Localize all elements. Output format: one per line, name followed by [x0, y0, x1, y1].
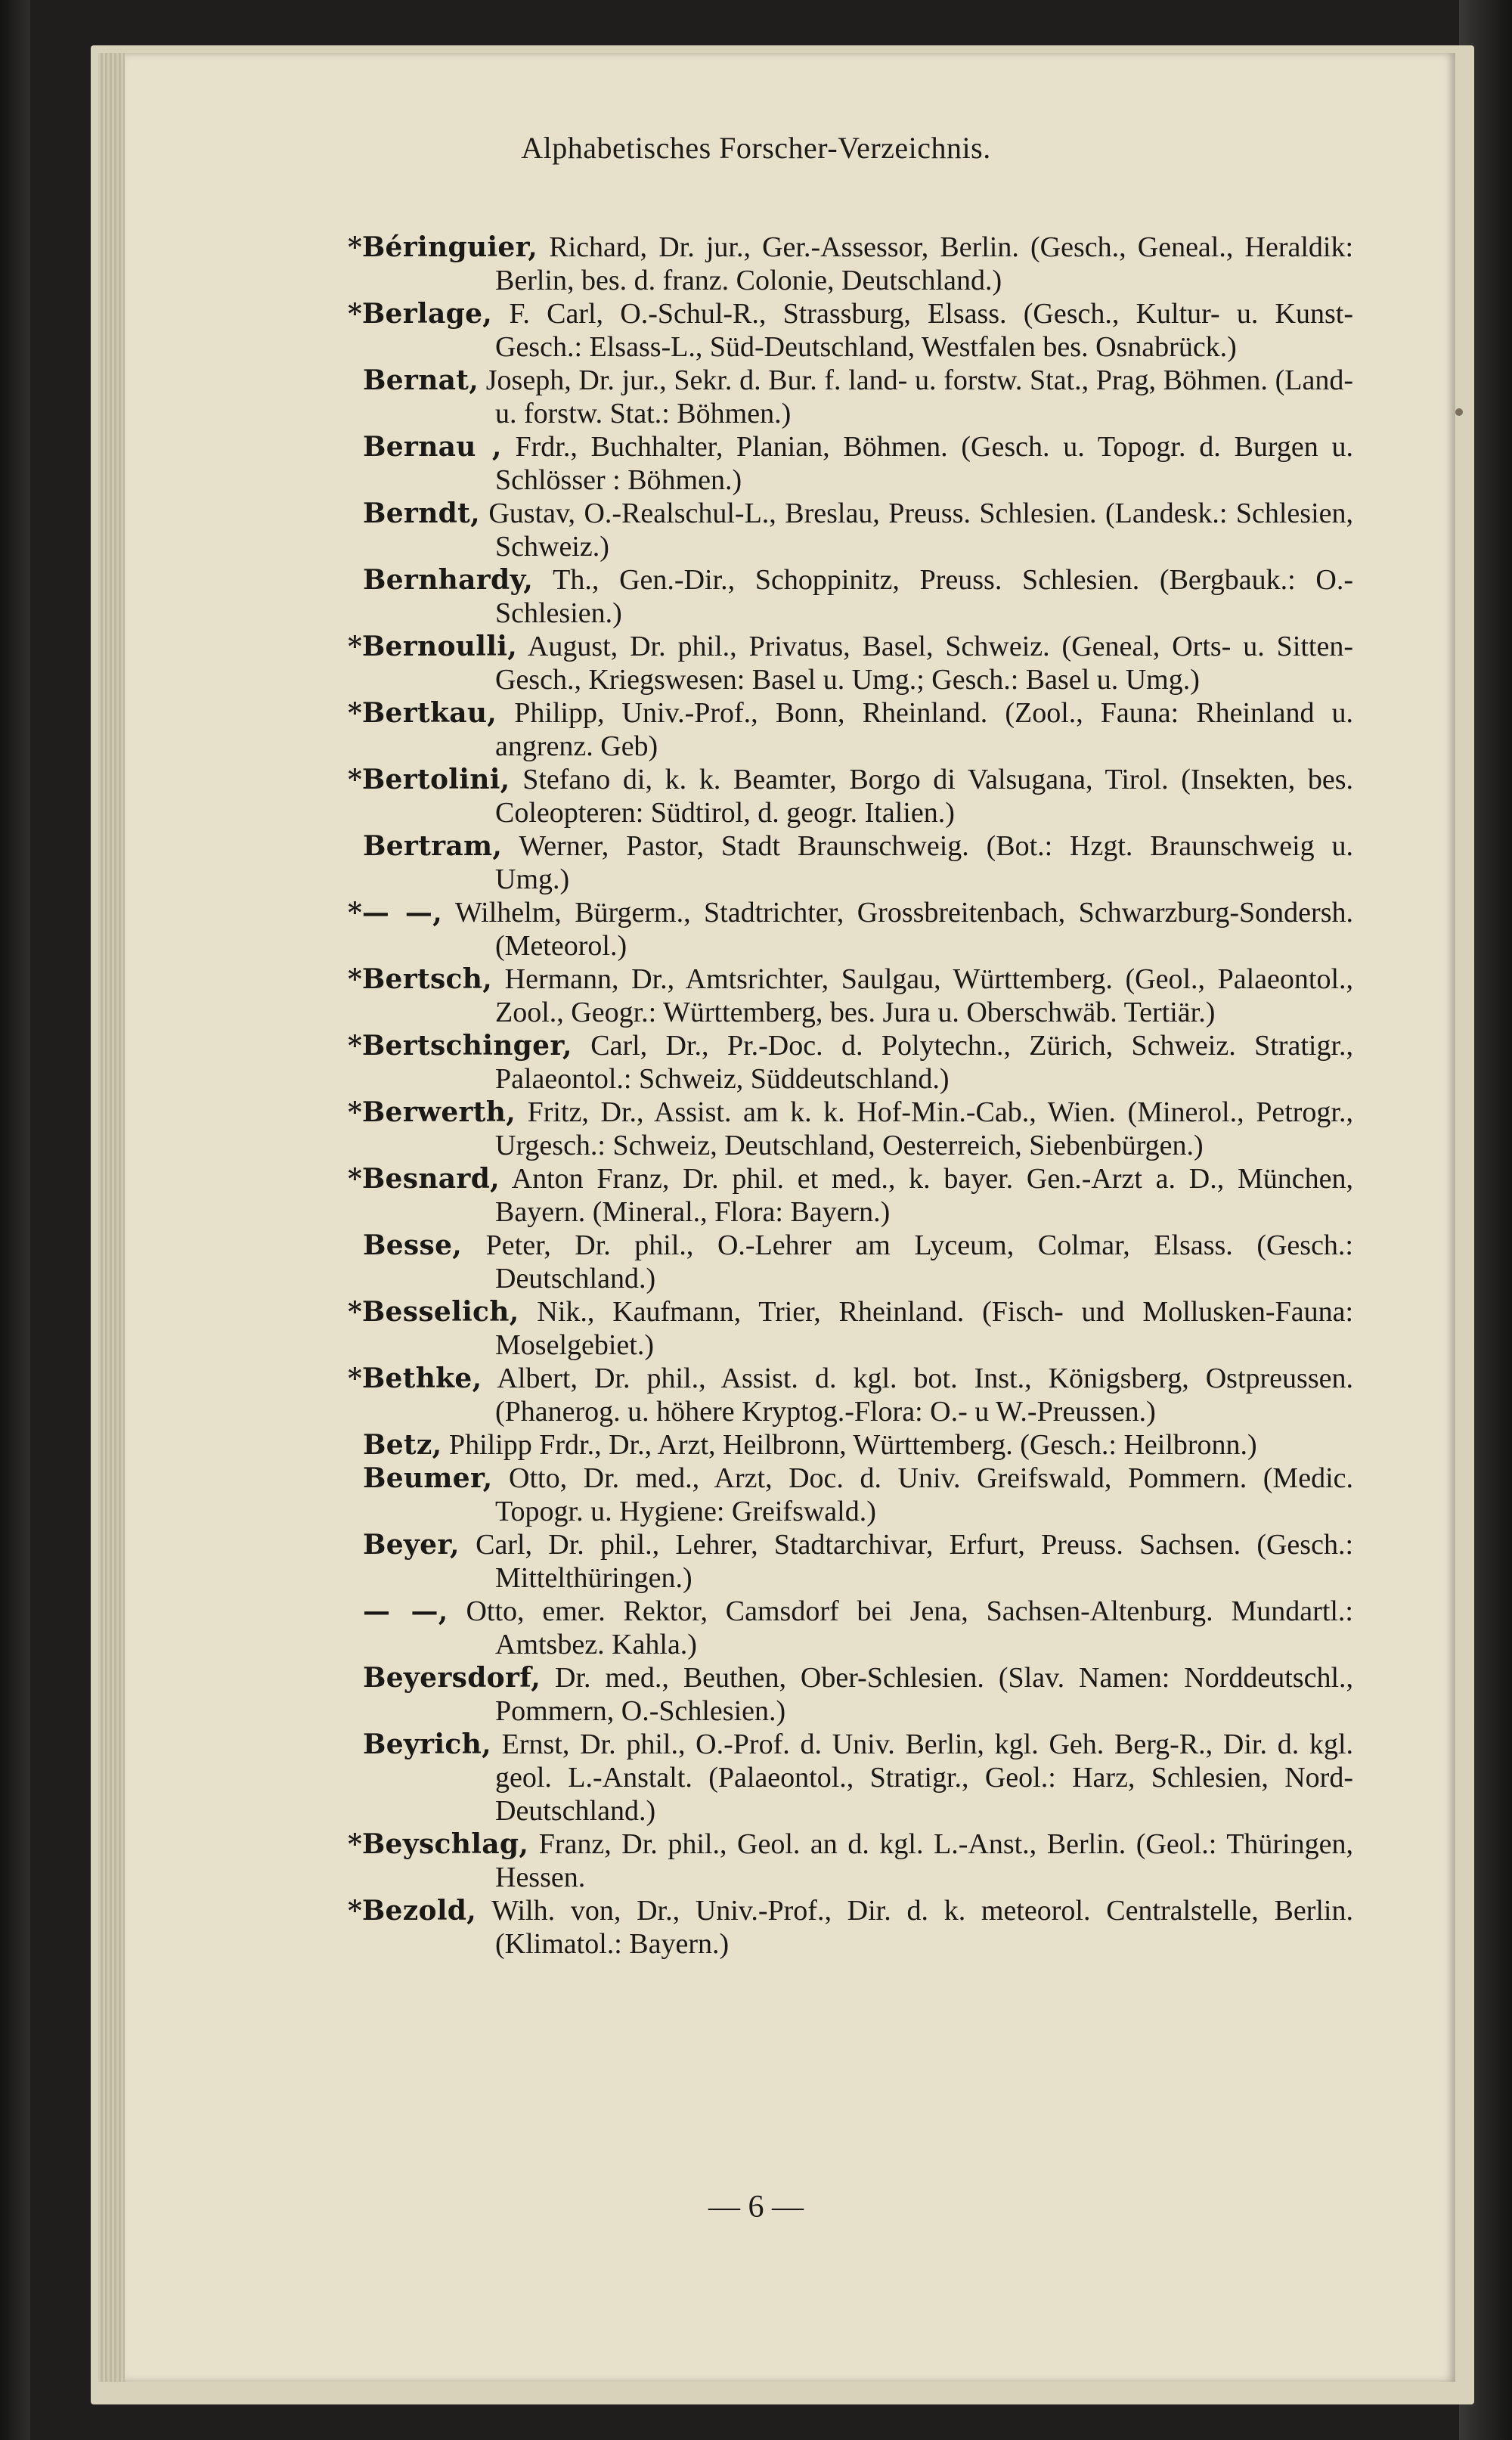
entry-surname: Besselich,: [361, 1296, 519, 1328]
entry-surname: Besse,: [363, 1229, 463, 1261]
directory-entry: [348, 1528, 1353, 1595]
entry-details: Richard, Dr. jur., Ger.-Assessor, Berlin. (Gesch., Geneal., Heraldik: Berlin, bes. d. franz. Colonie, Deutschland.): [495, 231, 1354, 296]
entry-details: Stefano di, k. k. Beamter, Borgo di Valsugana, Tirol. (Insekten, bes. Coleopteren: Südtirol, d. geogr. Italien.): [495, 764, 1354, 829]
directory-entry: [348, 563, 1353, 630]
directory-entry: [348, 231, 1353, 297]
directory-entry: [348, 497, 1353, 563]
directory-entry: [348, 1229, 1353, 1295]
entry-list: [348, 231, 1353, 1961]
entry-details: Peter, Dr. phil., O.-Lehrer am Lyceum, Colmar, Elsass. (Gesch.: Deutschland.): [485, 1229, 1353, 1294]
entry-details: Nik., Kaufmann, Trier, Rheinland. (Fisch- und Mollusken-Fauna: Moselgebiet.): [495, 1296, 1353, 1361]
directory-entry: [348, 1828, 1353, 1894]
directory-entry: [348, 1362, 1353, 1428]
directory-entry: [348, 1295, 1353, 1362]
entry-surname: Beyersdorf,: [363, 1662, 541, 1694]
entry-surname: Bernau ,: [363, 431, 502, 463]
cover-left-edge: [0, 0, 30, 2440]
entry-details: Philipp Frdr., Dr., Arzt, Heilbronn, Württemberg. (Gesch.: Heilbronn.): [448, 1429, 1257, 1461]
page-edges: [98, 53, 129, 2382]
asterisk-mark: *: [348, 1030, 362, 1062]
directory-entry: [348, 1162, 1353, 1229]
entry-details: Frdr., Buchhalter, Planian, Böhmen. (Gesch. u. Topogr. d. Burgen u. Schlösser : Böhmen.): [495, 431, 1353, 496]
asterisk-mark: *: [348, 897, 362, 929]
entry-surname: — —,: [363, 1595, 448, 1627]
asterisk-mark: *: [348, 1828, 362, 1860]
entry-surname: Béringuier,: [361, 231, 538, 263]
entry-details: Otto, Dr. med., Arzt, Doc. d. Univ. Greifswald, Pommern. (Medic. Topogr. u. Hygiene: Greifswald.): [495, 1462, 1354, 1527]
paper-spot: [1455, 408, 1463, 416]
directory-entry: [348, 963, 1353, 1029]
directory-entry: [348, 364, 1353, 430]
entry-surname: — —,: [361, 897, 443, 929]
asterisk-mark: *: [348, 1096, 362, 1128]
asterisk-mark: *: [348, 963, 362, 995]
entry-surname: Betz,: [363, 1429, 442, 1461]
directory-entry: [348, 1595, 1353, 1661]
directory-entry: [348, 430, 1353, 497]
entry-details: Dr. med., Beuthen, Ober-Schlesien. (Slav. Namen: Norddeutschl., Pommern, O.-Schlesien.): [495, 1662, 1354, 1727]
directory-entry: [348, 297, 1353, 364]
entry-surname: Bertsch,: [361, 963, 493, 995]
entry-surname: Bernoulli,: [361, 631, 518, 662]
entry-details: August, Dr. phil., Privatus, Basel, Schweiz. (Geneal, Orts- u. Sitten-Gesch., Kriegswesen: Basel u. Umg.; Gesch.: Basel u. Umg.): [495, 631, 1354, 696]
entry-details: Ernst, Dr. phil., O.-Prof. d. Univ. Berlin, kgl. Geh. Berg-R., Dir. d. kgl. geol. L.-Anstalt. (Palaeontol., Stratigr., Geol.: Harz, Schlesien, Nord-Deutschland.): [495, 1728, 1353, 1827]
entry-details: Franz, Dr. phil., Geol. an d. kgl. L.-Anst., Berlin. (Geol.: Thüringen, Hessen.: [495, 1828, 1354, 1893]
entry-surname: Bernhardy,: [363, 564, 534, 596]
directory-entry: [348, 1096, 1353, 1162]
entry-details: Wilh. von, Dr., Univ.-Prof., Dir. d. k. meteorol. Centralstelle, Berlin. (Klimatol.: Bayern.): [491, 1895, 1353, 1960]
entry-details: Otto, emer. Rektor, Camsdorf bei Jena, Sachsen-Altenburg. Mundartl.: Amtsbez. Kahla.): [466, 1595, 1353, 1660]
entry-surname: Berndt,: [363, 498, 480, 529]
entry-details: Carl, Dr. phil., Lehrer, Stadtarchivar, Erfurt, Preuss. Sachsen. (Gesch.: Mittelthüringen.): [476, 1529, 1353, 1594]
directory-entry: [348, 1029, 1353, 1096]
asterisk-mark: *: [348, 1296, 362, 1328]
entry-surname: Bertschinger,: [361, 1030, 572, 1062]
entry-details: Joseph, Dr. jur., Sekr. d. Bur. f. land- u. forstw. Stat., Prag, Böhmen. (Land- u. forstw. Stat.: Böhmen.): [485, 364, 1353, 429]
entry-details: Th., Gen.-Dir., Schoppinitz, Preuss. Schlesien. (Bergbauk.: O.-Schlesien.): [495, 564, 1353, 629]
directory-entry: [348, 696, 1353, 763]
entry-surname: Bezold,: [361, 1895, 477, 1927]
entry-details: Albert, Dr. phil., Assist. d. kgl. bot. Inst., Königsberg, Ostpreussen. (Phanerog. u. höhere Kryptog.-Flora: O.- u W.-Preussen.): [495, 1363, 1353, 1428]
directory-entry: [348, 630, 1353, 696]
running-head: Alphabetisches Forscher-Verzeichnis.: [521, 131, 991, 165]
directory-entry: [348, 763, 1353, 829]
entry-surname: Bertkau,: [361, 697, 497, 729]
asterisk-mark: *: [348, 631, 362, 662]
directory-entry: [348, 1462, 1353, 1528]
asterisk-mark: *: [348, 231, 362, 263]
entry-details: Carl, Dr., Pr.-Doc. d. Polytechn., Zürich, Schweiz. Stratigr., Palaeontol.: Schweiz, Süddeutschland.): [495, 1030, 1354, 1095]
entry-surname: Bethke,: [361, 1363, 482, 1394]
entry-details: Philipp, Univ.-Prof., Bonn, Rheinland. (Zool., Fauna: Rheinland u. angrenz. Geb): [495, 697, 1354, 762]
entry-surname: Besnard,: [361, 1163, 500, 1195]
directory-entry: [348, 1661, 1353, 1728]
asterisk-mark: *: [348, 1163, 362, 1195]
asterisk-mark: *: [348, 697, 362, 729]
entry-details: Werner, Pastor, Stadt Braunschweig. (Bot.: Hzgt. Braunschweig u. Umg.): [495, 830, 1353, 895]
asterisk-mark: *: [348, 298, 362, 330]
entry-details: Anton Franz, Dr. phil. et med., k. bayer. Gen.-Arzt a. D., München, Bayern. (Mineral., Flora: Bayern.): [495, 1163, 1353, 1228]
entry-details: Hermann, Dr., Amtsrichter, Saulgau, Württemberg. (Geol., Palaeontol., Zool., Geogr.: Württemberg, bes. Jura u. Oberschwäb. Tertiär.): [495, 963, 1354, 1028]
entry-details: Fritz, Dr., Assist. am k. k. Hof-Min.-Cab., Wien. (Minerol., Petrogr., Urgesch.: Schweiz, Deutschland, Oesterreich, Siebenbürgen.): [495, 1096, 1353, 1161]
directory-entry: [348, 1728, 1353, 1828]
directory-entry: [348, 896, 1353, 963]
entry-surname: Bertolini,: [361, 764, 510, 795]
asterisk-mark: *: [348, 1895, 362, 1927]
entry-surname: Bertram,: [363, 830, 503, 862]
asterisk-mark: *: [348, 764, 362, 795]
entry-surname: Beyschlag,: [361, 1828, 529, 1860]
entry-surname: Berwerth,: [361, 1096, 516, 1128]
asterisk-mark: *: [348, 1363, 362, 1394]
entry-surname: Beumer,: [363, 1462, 493, 1494]
directory-entry: [348, 1894, 1353, 1961]
entry-surname: Beyer,: [363, 1529, 460, 1561]
entry-details: Gustav, O.-Realschul-L., Breslau, Preuss. Schlesien. (Landesk.: Schlesien, Schweiz.): [488, 498, 1353, 563]
directory-entry: [348, 1428, 1353, 1462]
entry-details: Wilhelm, Bürgerm., Stadtrichter, Grossbreitenbach, Schwarzburg-Sondersh. (Meteorol.): [454, 897, 1353, 962]
page-number: — 6 —: [708, 2190, 804, 2225]
directory-entry: [348, 829, 1353, 896]
entry-surname: Beyrich,: [363, 1728, 491, 1760]
entry-surname: Berlage,: [361, 298, 493, 330]
entry-details: F. Carl, O.-Schul-R., Strassburg, Elsass. (Gesch., Kultur- u. Kunst-Gesch.: Elsass-L., Süd-Deutschland, Westfalen bes. Osnabrück.): [495, 298, 1354, 363]
entry-surname: Bernat,: [363, 364, 479, 396]
